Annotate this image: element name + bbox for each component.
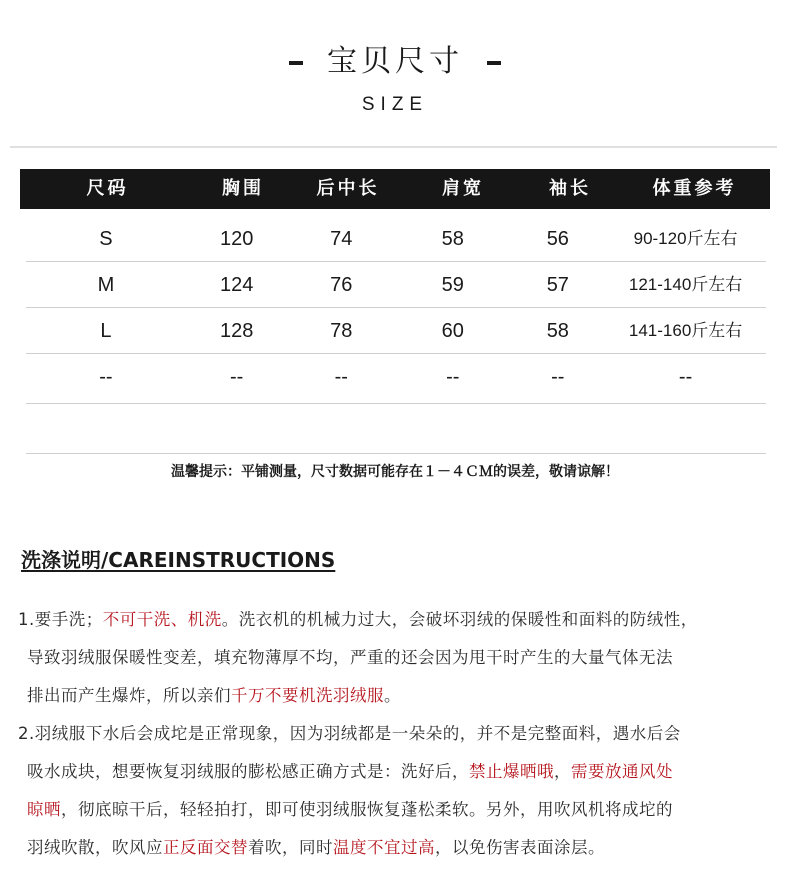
care-text: 着吹，同时 — [248, 838, 333, 857]
cell-sleeve: -- — [551, 366, 565, 388]
cell-weight: 141-160斤左右 — [628, 321, 743, 340]
care-line — [18, 642, 788, 680]
column-header-size: 尺码 — [86, 178, 129, 199]
care-highlight: 千万不要机洗羽绒服 — [231, 686, 384, 705]
cell-weight: -- — [678, 366, 693, 388]
cell-size: S — [99, 228, 113, 250]
care-text: ，彻底晾干后，轻轻拍打，即可使羽绒服恢复蓬松柔软。另外，用吹风机将成坨的 — [61, 800, 673, 819]
care-line — [18, 718, 788, 756]
care-text: ，以免伤害表面涂层。 — [435, 838, 605, 857]
column-header-chest: 胸围 — [222, 178, 264, 199]
cell-length: 76 — [330, 274, 353, 296]
divider — [10, 146, 777, 148]
page-subtitle: SIZE — [361, 94, 429, 115]
care-instructions-heading: 洗涤说明/CAREINSTRUCTIONS — [21, 548, 336, 572]
measurement-notice: 温馨提示：平铺测量，尺寸数据可能存在１－４ＣＭ的误差，敬请谅解！ — [171, 464, 619, 480]
cell-length: -- — [334, 366, 348, 388]
cell-shoulder: 60 — [441, 320, 464, 342]
cell-weight: 121-140斤左右 — [628, 275, 743, 294]
care-line — [18, 832, 788, 870]
care-highlight: 禁止爆晒哦 — [469, 762, 554, 781]
cell-shoulder: 59 — [441, 274, 464, 296]
column-header-sleeve: 袖长 — [549, 178, 591, 199]
cell-length: 74 — [330, 228, 353, 250]
column-header-length: 后中长 — [316, 178, 380, 199]
table-row — [26, 354, 766, 404]
care-line — [18, 604, 788, 642]
size-table-body — [26, 216, 766, 454]
table-row — [26, 216, 766, 262]
care-text: 导致羽绒服保暖性变差，填充物薄厚不均，严重的还会因为甩干时产生的大量气体无法 — [27, 648, 673, 667]
cell-sleeve: 56 — [546, 228, 569, 250]
title-text: 宝贝尺寸 — [327, 44, 463, 79]
column-header-weight: 体重参考 — [652, 178, 737, 199]
cell-chest: 128 — [219, 320, 254, 342]
cell-sleeve: 57 — [546, 274, 569, 296]
cell-size: M — [97, 274, 115, 296]
care-line — [18, 756, 788, 794]
table-row — [26, 262, 766, 308]
care-line — [18, 794, 788, 832]
column-header-shoulder: 肩宽 — [442, 178, 484, 199]
table-row-blank — [26, 404, 766, 454]
cell-chest: 124 — [219, 274, 254, 296]
care-line — [18, 680, 788, 718]
cell-chest: -- — [229, 366, 244, 388]
cell-shoulder: 58 — [441, 228, 464, 250]
table-row — [26, 308, 766, 354]
cell-chest: 120 — [219, 228, 254, 250]
cell-weight: 90-120斤左右 — [633, 229, 738, 248]
care-text: 排出而产生爆炸，所以亲们 — [27, 686, 231, 705]
care-highlight: 需要放通风处 — [571, 762, 673, 781]
size-table-header — [20, 169, 770, 209]
cell-length: 78 — [330, 320, 353, 342]
dash-left-icon — [289, 61, 303, 65]
care-highlight: 温度不宜过高 — [333, 838, 435, 857]
care-highlight: 不可干洗、机洗 — [102, 610, 222, 629]
care-text: 。 — [384, 686, 401, 705]
page-title — [0, 40, 790, 84]
care-instructions-body — [18, 604, 788, 870]
cell-size: L — [100, 320, 112, 342]
care-highlight: 正反面交替 — [163, 838, 248, 857]
dash-right-icon — [487, 61, 501, 65]
cell-shoulder: -- — [446, 366, 460, 388]
care-highlight: 晾晒 — [27, 800, 61, 819]
care-text: 羽绒吹散，吹风应 — [27, 838, 163, 857]
care-text: 2.羽绒服下水后会成坨是正常现象，因为羽绒都是一朵朵的，并不是完整面料，遇水后会 — [18, 724, 681, 743]
care-text: 1.要手洗； — [18, 610, 103, 629]
cell-size: -- — [99, 366, 113, 388]
cell-sleeve: 58 — [546, 320, 569, 342]
care-text: ， — [554, 762, 571, 781]
care-text: 。洗衣机的机械力过大，会破坏羽绒的保暖性和面料的防绒性， — [221, 610, 698, 629]
care-text: 吸水成块，想要恢复羽绒服的膨松感正确方式是：洗好后， — [27, 762, 469, 781]
